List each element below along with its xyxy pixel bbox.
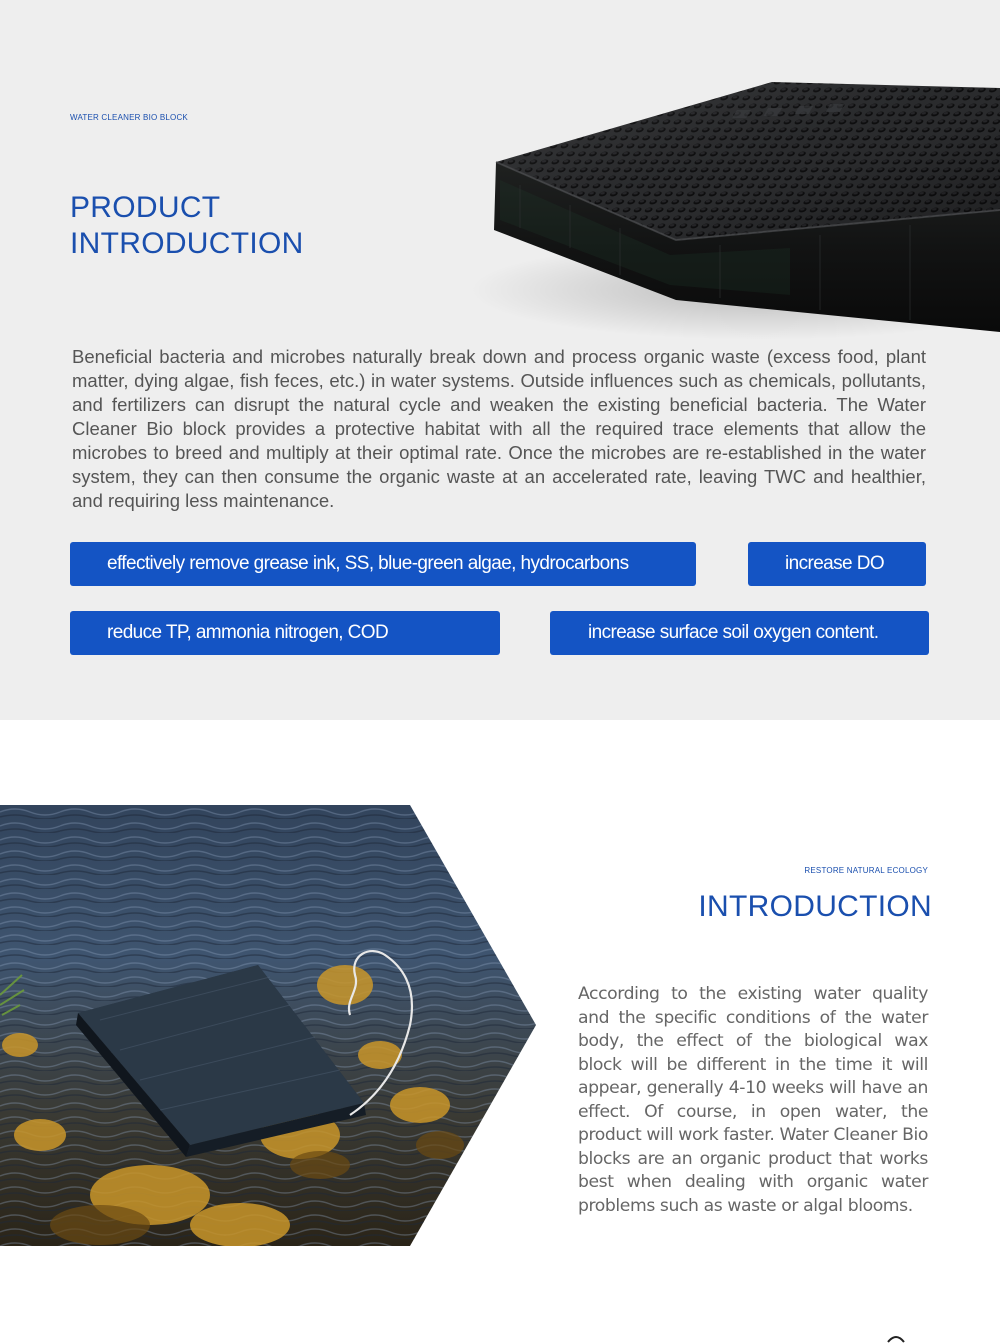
bio-block-image [460,70,1000,340]
ecology-eyebrow: RESTORE NATURAL ECOLOGY [804,866,928,875]
bio-block-in-water-image [0,805,536,1246]
product-eyebrow: WATER CLEANER BIO BLOCK [70,113,188,122]
benefit-tag-increase-do: increase DO [748,542,926,586]
heading-line-1: PRODUCT [70,191,221,224]
corner-arc-icon [886,1330,906,1344]
ecology-description: According to the existing water quality and the specific conditions of the water body, the effect of the biological wax block will be different in the time it will appear, generally 4-10 weeks will have an effect. Of course, in open water, the product will work faster. Water Cleaner Bio blocks are an organic product that works best when dealing with organic water problems such as waste or algal blooms. [578,984,928,1216]
ecology-introduction-heading: INTRODUCTION [698,890,932,923]
benefit-tag-soil-oxygen: increase surface soil oxygen content. [550,611,929,655]
product-introduction-heading [70,190,304,262]
heading-line-2: INTRODUCTION [70,227,304,260]
benefit-tag-reduce-tp: reduce TP, ammonia nitrogen, COD [70,611,500,655]
product-description: Beneficial bacteria and microbes naturally break down and process organic waste (excess food, plant matter, dying algae, fish feces, etc.) in water systems. Outside influences such as chemicals, pollutants, and fertilizers can disrupt the natural cycle and weaken the existing beneficial bacteria. The Water Cleaner Bio block provides a protective habitat with all the required trace elements that allow the microbes to breed and multiply at their optimal rate. Once the microbes are re-established in the water system, they can then consume the organic waste at an accelerated rate, leaving TWC and healthier, and requiring less maintenance. [72,346,926,511]
benefit-tag-remove-grease: effectively remove grease ink, SS, blue-green algae, hydrocarbons [70,542,696,586]
